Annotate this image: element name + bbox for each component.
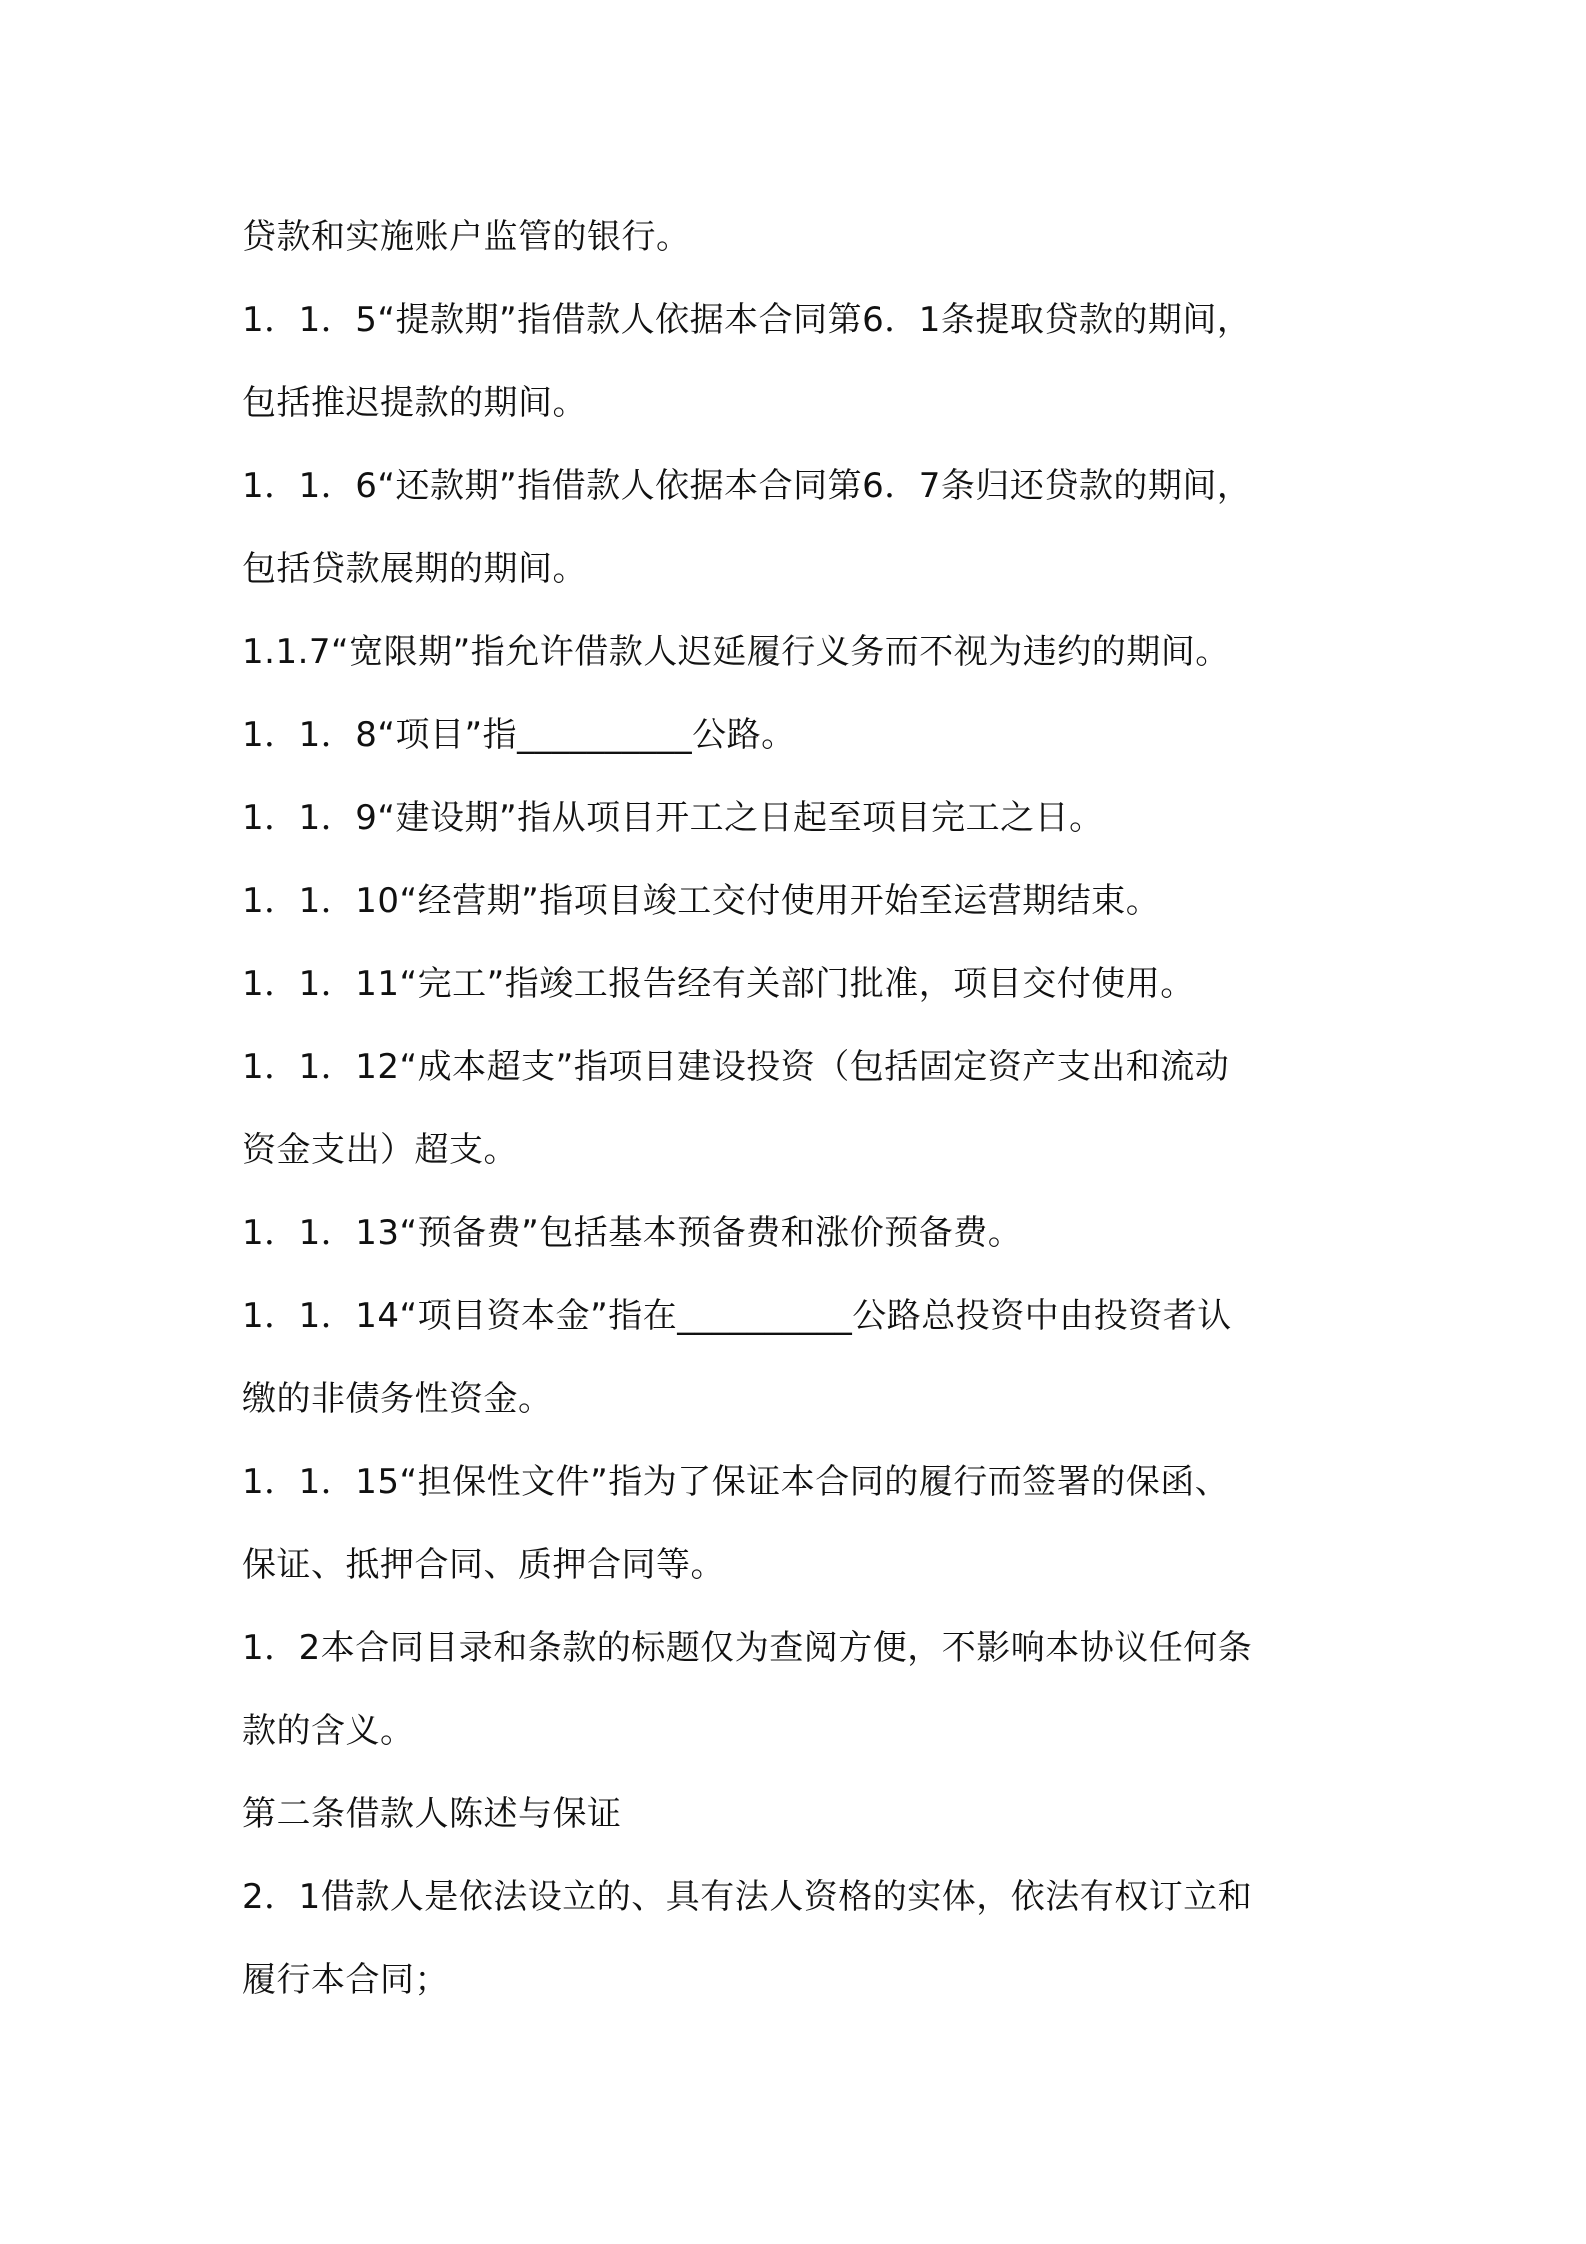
text-line: 保证、抵押合同、质押合同等。	[242, 1545, 725, 1585]
clause-1-1-14: 1．1．14“项目资本金”指在__________公路总投资中由投资者认	[242, 1296, 1232, 1336]
clause-1-2: 1．2本合同目录和条款的标题仅为查阅方便，不影响本协议任何条	[242, 1628, 1253, 1668]
clause-1-1-10: 1．1．10“经营期”指项目竣工交付使用开始至运营期结束。	[242, 881, 1161, 921]
clause-1-1-7: 1.1.7“宽限期”指允许借款人迟延履行义务而不视为违约的期间。	[242, 632, 1230, 672]
clause-1-1-5: 1．1．5“提款期”指借款人依据本合同第6．1条提取贷款的期间，	[242, 300, 1252, 340]
clause-1-1-6: 1．1．6“还款期”指借款人依据本合同第6．7条归还贷款的期间，	[242, 466, 1252, 506]
text-line: 贷款和实施账户监管的银行。	[242, 217, 691, 257]
text-line: 包括贷款展期的期间。	[242, 549, 587, 589]
document-body	[242, 196, 1392, 2022]
clause-1-1-12: 1．1．12“成本超支”指项目建设投资（包括固定资产支出和流动	[242, 1047, 1230, 1087]
text-line: 款的含义。	[242, 1711, 415, 1751]
text-line: 履行本合同；	[242, 1960, 449, 2000]
text-line: 缴的非债务性资金。	[242, 1379, 553, 1419]
clause-1-1-13: 1．1．13“预备费”包括基本预备费和涨价预备费。	[242, 1213, 1023, 1253]
section-heading: 第二条借款人陈述与保证	[242, 1794, 622, 1834]
clause-1-1-9: 1．1．9“建设期”指从项目开工之日起至项目完工之日。	[242, 798, 1104, 838]
clause-1-1-15: 1．1．15“担保性文件”指为了保证本合同的履行而签署的保函、	[242, 1462, 1230, 1502]
clause-2-1: 2．1借款人是依法设立的、具有法人资格的实体，依法有权订立和	[242, 1877, 1253, 1917]
clause-1-1-11: 1．1．11“完工”指竣工报告经有关部门批准，项目交付使用。	[242, 964, 1195, 1004]
text-line: 包括推迟提款的期间。	[242, 383, 587, 423]
clause-1-1-8: 1．1．8“项目”指__________公路。	[242, 715, 796, 755]
text-line: 资金支出）超支。	[242, 1130, 518, 1170]
